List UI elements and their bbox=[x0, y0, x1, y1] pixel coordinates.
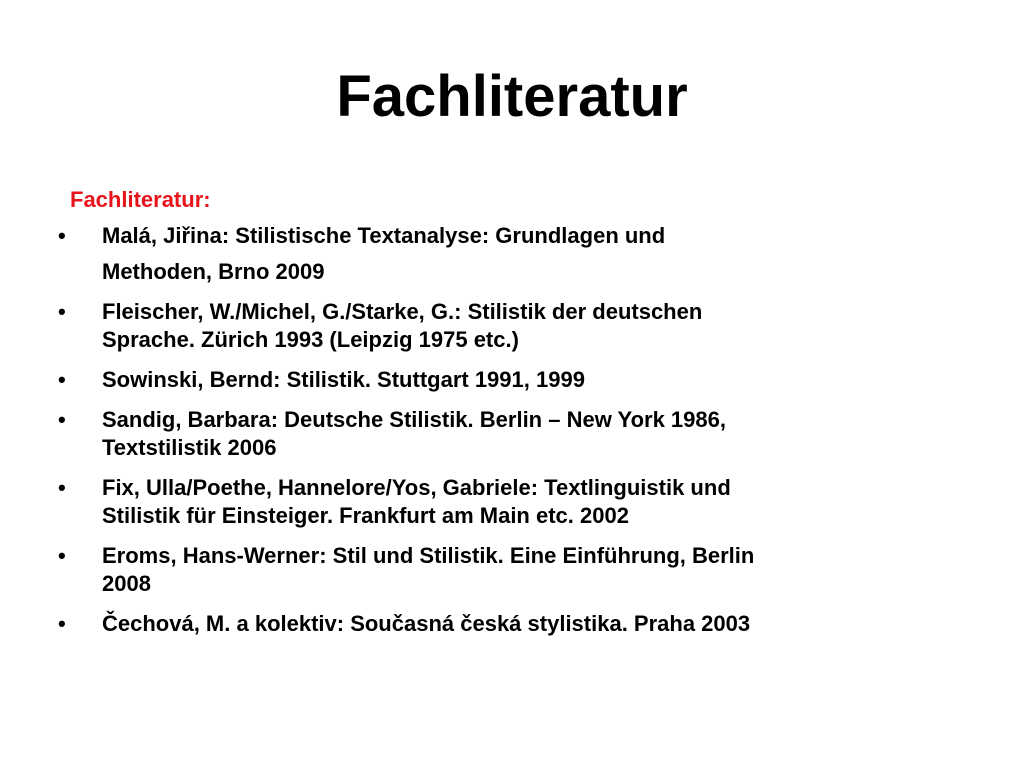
reference-text-line: Textstilistik 2006 bbox=[102, 435, 277, 460]
reference-item bbox=[56, 542, 956, 598]
bullet-icon: • bbox=[58, 407, 66, 432]
reference-text-line: Eroms, Hans-Werner: Stil und Stilistik. Eine Einführung, Berlin bbox=[102, 543, 755, 568]
slide-title: Fachliteratur bbox=[336, 64, 688, 129]
bullet-icon: • bbox=[58, 611, 66, 636]
reference-item bbox=[56, 406, 956, 462]
bullet-icon: • bbox=[58, 475, 66, 500]
section-heading: Fachliteratur: bbox=[70, 187, 211, 212]
reference-item bbox=[56, 298, 956, 354]
bullet-icon: • bbox=[58, 367, 66, 392]
reference-text-line: Čechová, M. a kolektiv: Současná česká stylistika. Praha 2003 bbox=[102, 611, 751, 636]
bullet-icon: • bbox=[58, 543, 66, 568]
bullet-icon: • bbox=[58, 299, 66, 324]
reference-item bbox=[56, 366, 956, 394]
reference-item bbox=[56, 610, 956, 638]
reference-text-line: Fleischer, W./Michel, G./Starke, G.: Stilistik der deutschen bbox=[102, 299, 703, 324]
reference-text-line: Sowinski, Bernd: Stilistik. Stuttgart 1991, 1999 bbox=[102, 367, 585, 392]
reference-text-line: Sprache. Zürich 1993 (Leipzig 1975 etc.) bbox=[102, 327, 519, 352]
reference-text-line: Stilistik für Einsteiger. Frankfurt am Main etc. 2002 bbox=[102, 503, 629, 528]
reference-text-line: Sandig, Barbara: Deutsche Stilistik. Berlin – New York 1986, bbox=[102, 407, 726, 432]
reference-text-line: 2008 bbox=[102, 571, 151, 596]
reference-item bbox=[56, 474, 956, 530]
reference-item bbox=[56, 222, 956, 286]
reference-text-line: Malá, Jiřina: Stilistische Textanalyse: Grundlagen und bbox=[102, 223, 666, 248]
reference-text-line: Methoden, Brno 2009 bbox=[102, 259, 325, 284]
reference-list bbox=[56, 222, 956, 638]
bullet-icon: • bbox=[58, 223, 66, 248]
reference-text-line: Fix, Ulla/Poethe, Hannelore/Yos, Gabriele: Textlinguistik und bbox=[102, 475, 731, 500]
